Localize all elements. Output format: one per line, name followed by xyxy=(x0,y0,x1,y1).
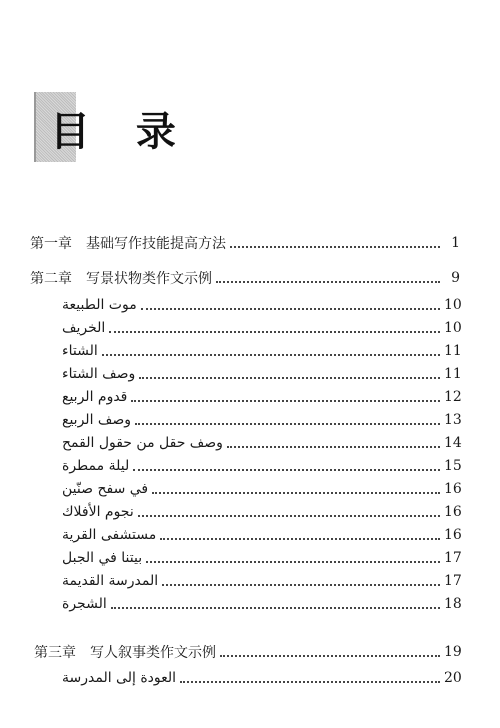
chapter-label: 第二章 写景状物类作文示例 xyxy=(30,271,212,287)
leader-dots xyxy=(230,246,440,248)
item-label: وصف حقل من حقول القمح xyxy=(62,435,223,451)
leader-dots xyxy=(135,423,440,425)
page-number: 18 xyxy=(444,596,462,612)
leader-dots xyxy=(220,655,440,657)
page-number: 1 xyxy=(451,235,460,251)
item-label: نجوم الأفلاك xyxy=(62,504,134,520)
page-number: 10 xyxy=(444,297,462,313)
toc-item[interactable] xyxy=(62,525,460,545)
item-label: في سفح صنّين xyxy=(62,481,149,497)
toc-chapter-1[interactable] xyxy=(30,233,460,253)
leader-dots xyxy=(111,607,440,609)
page-number: 11 xyxy=(444,343,462,359)
toc-item[interactable] xyxy=(62,502,460,522)
leader-dots xyxy=(102,354,440,356)
item-label: مستشفى القرية xyxy=(62,527,157,543)
page-number: 16 xyxy=(444,527,462,543)
item-label: الشجرة xyxy=(62,596,107,612)
leader-dots xyxy=(109,331,440,333)
leader-dots xyxy=(152,492,440,494)
toc-item[interactable] xyxy=(62,668,460,688)
item-label: موت الطبيعة xyxy=(62,297,137,313)
toc-item[interactable] xyxy=(62,548,460,568)
toc-item[interactable] xyxy=(62,571,460,591)
leader-dots xyxy=(180,681,440,683)
page-number: 9 xyxy=(451,270,460,286)
item-label: ليلة ممطرة xyxy=(62,458,130,474)
item-label: وصف الربيع xyxy=(62,412,132,428)
leader-dots xyxy=(131,400,440,402)
leader-dots xyxy=(138,515,440,517)
page-number: 12 xyxy=(444,389,462,405)
page-number: 14 xyxy=(444,435,462,451)
toc-chapter-3[interactable] xyxy=(34,642,460,662)
toc-item[interactable] xyxy=(62,387,460,407)
page-number: 17 xyxy=(444,573,462,589)
page-title: 目 录 xyxy=(50,109,192,155)
toc-item[interactable] xyxy=(62,433,460,453)
leader-dots xyxy=(227,446,440,448)
leader-dots xyxy=(139,377,440,379)
toc-item[interactable] xyxy=(62,318,460,338)
page-number: 13 xyxy=(444,412,462,428)
toc-item[interactable] xyxy=(62,479,460,499)
toc-chapter-2[interactable] xyxy=(30,268,460,288)
item-label: وصف الشتاء xyxy=(62,366,136,382)
item-label: قدوم الربيع xyxy=(62,389,128,405)
chapter-label: 第三章 写人叙事类作文示例 xyxy=(34,645,216,661)
leader-dots xyxy=(160,538,440,540)
item-label: الخريف xyxy=(62,320,106,336)
toc-item[interactable] xyxy=(62,364,460,384)
leader-dots xyxy=(216,281,440,283)
item-label: المدرسة القديمة xyxy=(62,573,159,589)
leader-dots xyxy=(162,584,440,586)
toc-item[interactable] xyxy=(62,456,460,476)
leader-dots xyxy=(133,469,440,471)
chapter-label: 第一章 基础写作技能提高方法 xyxy=(30,236,226,252)
toc-item[interactable] xyxy=(62,410,460,430)
item-label: الشتاء xyxy=(62,343,98,359)
item-label: العودة إلى المدرسة xyxy=(62,670,177,686)
page-number: 10 xyxy=(444,320,462,336)
toc-item[interactable] xyxy=(62,594,460,614)
page-number: 11 xyxy=(444,366,462,382)
leader-dots xyxy=(141,308,440,310)
toc-item[interactable] xyxy=(62,295,460,315)
page-number: 17 xyxy=(444,550,462,566)
page-number: 15 xyxy=(444,458,462,474)
page-number: 19 xyxy=(444,644,462,660)
toc-item[interactable] xyxy=(62,341,460,361)
leader-dots xyxy=(146,561,440,563)
page-number: 20 xyxy=(444,670,462,686)
item-label: بيتنا في الجبل xyxy=(62,550,143,566)
page-number: 16 xyxy=(444,481,462,497)
page-number: 16 xyxy=(444,504,462,520)
